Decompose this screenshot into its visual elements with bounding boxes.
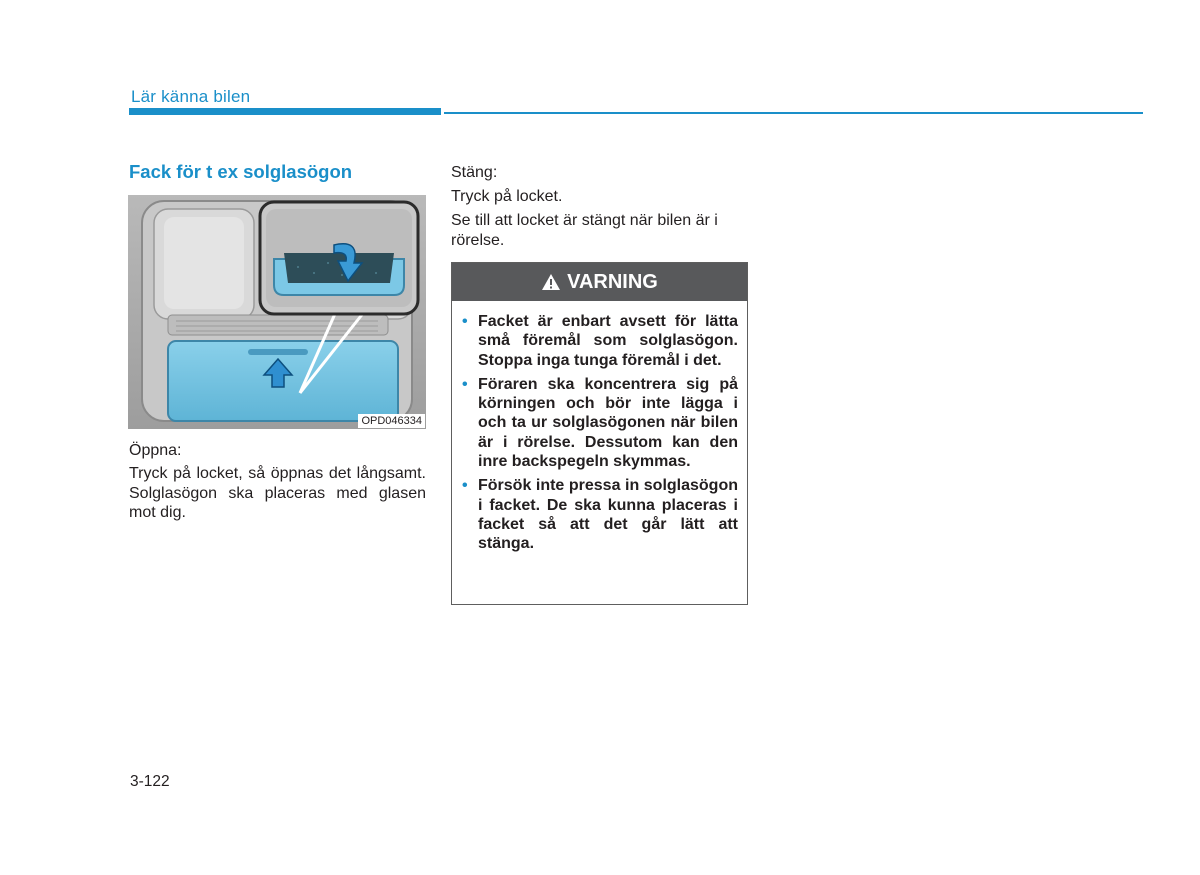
chapter-title: Lär känna bilen [131,87,251,106]
figure-code: OPD046334 [358,414,425,428]
warning-item: • Försök inte pressa in solglasögon i facket. De ska kunna placeras i facket så att det går lätt att stänga. [462,477,738,553]
sunglass-holder-illustration [128,195,426,429]
open-text: Tryck på locket, så öppnas det långsamt. Solglasögon ska placeras med glasen mot dig. [129,465,426,521]
page-number: 3-122 [130,773,170,790]
close-heading: Stäng: [451,164,498,181]
warning-title: VARNING [567,270,658,293]
warning-item: • Facket är enbart avsett för lätta små föremål som solglasögon. Stoppa inga tunga föremål i det. [462,313,738,369]
section-title: Fack för t ex solglasögon [129,161,353,182]
warning-header [452,263,747,301]
close-text-1: Tryck på locket. [451,188,563,205]
header-rule-thick [129,108,441,115]
warning-list [452,301,747,554]
warning-box [451,262,748,605]
close-text-2: Se till att locket är stängt när bilen är i rörelse. [451,212,718,249]
header-rule-thin [444,112,1143,114]
open-heading: Öppna: [129,442,182,459]
warning-triangle-icon [541,273,561,291]
warning-item: • Föraren ska koncentrera sig på körningen och bör inte lägga i och ta ur solglasögonen när bilen är i rörelse. Dessutom kan den inre backspegeln skymmas. [462,375,738,471]
